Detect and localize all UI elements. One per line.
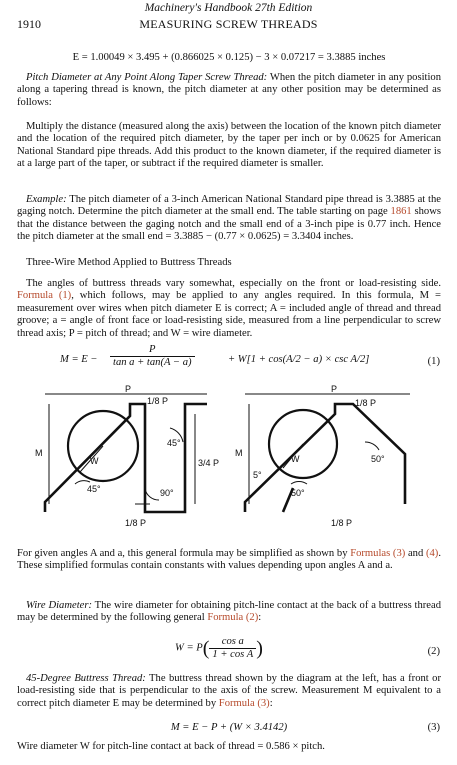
diag-l-eighth-p-bottom: 1/8 P — [125, 518, 147, 528]
diag-l-45-b: 45° — [87, 484, 101, 494]
formula-3-number: (3) — [427, 722, 440, 733]
diag-r-p: P — [331, 384, 338, 394]
formula-1 — [60, 344, 390, 380]
diag-r-w: W — [291, 454, 300, 464]
formula-1-rhs: + W[1 + cos(A/2 − a) × csc A/2] — [228, 354, 370, 365]
angles-text-a: The angles of buttress threads vary somewhat, especially on the front or load-resisting side. — [26, 278, 441, 289]
simplify-paragraph — [17, 548, 441, 573]
formula-3-link-a[interactable]: Formulas (3) — [350, 548, 406, 559]
angles-paragraph — [17, 278, 441, 340]
section-title: MEASURING SCREW THREADS — [139, 17, 318, 31]
example-body-b: shows that the distance between the gaging notch and the small end of a 3-inch pipe is 0.77 inch. Hence the pitch diameter at the small end = 3.3885 − (0.77 × 0.0625) = 3.3404 inches. — [17, 206, 442, 243]
wire-diameter-paragraph — [17, 600, 441, 625]
diag-r-50-a: 50° — [371, 454, 385, 464]
diag-l-90: 90° — [160, 488, 174, 498]
diag-r-5: 5° — [253, 470, 262, 480]
deg45-paragraph — [17, 673, 441, 710]
angles-text-b: , which follows, may be applied to any angles required. In this formula, M = measurement over wires when pitch diameter E is correct; A = included angle of thread and thread groove; a = angle of front face or load-resisting side, measured from a line perpendicular to screw thread axis; P = pitch of thread; and W = wire diameter. — [17, 290, 442, 339]
wire-diameter-heading: Wire Diameter: — [26, 600, 92, 611]
formula-3-link-b[interactable]: Formula (3) — [218, 697, 270, 709]
formula-2: W = P( $\frac{\text{cos a}}{\text{1 + cos A}}$ ) — [175, 636, 263, 661]
diag-r-eighth-p-top: 1/8 P — [355, 398, 377, 408]
deg45-heading: 45-Degree Buttress Thread: — [26, 673, 146, 684]
formula-3: M = E − P + (W × 3.4142) — [170, 722, 288, 733]
pitch-taper-paragraph — [17, 72, 441, 109]
formula-2-fraction — [209, 636, 256, 662]
example-heading: Example: — [26, 194, 67, 205]
page-number: 1910 — [17, 17, 41, 31]
pitch-taper-body: When the pitch diameter in any position along a tapering thread is known, the pitch diameter at any other position may be determined as follows: — [17, 72, 441, 108]
formula-1-link[interactable]: Formula (1) — [17, 290, 72, 302]
formula-2-number: (2) — [427, 646, 440, 657]
diagram-right — [245, 394, 410, 512]
diagram-right-labels — [235, 384, 385, 528]
formula-2-den: 1 + cos A — [212, 649, 254, 661]
multiply-paragraph: Multiply the distance (measured along the axis) between the location of the known pitch diameter and the location of the required pitch diameter, by the taper per inch or by 0.0625 for American National Standard pipe threads. Add this product to the known diameter, if the required diameter is at a large part of the taper, or subtract if the required diameter is smaller. — [17, 121, 441, 170]
formula-2-link[interactable]: Formula (2) — [207, 612, 259, 624]
page-link-1861[interactable]: 1861 — [390, 206, 412, 218]
diag-l-m: M — [35, 448, 43, 458]
simplify-b: and — [405, 548, 426, 559]
formula-4-link[interactable]: (4) — [425, 548, 439, 559]
deg45-body: The buttress thread shown by the diagram at the left, has a front or load-resisting side that is perpendicular to the axis of the screw. Measurement M equivalent to a correct pitch diameter E may be determined by — [17, 673, 441, 709]
wire-diameter-end: : — [258, 612, 262, 624]
simplify-a: For given angles A and a, this general formula may be simplified as shown by — [17, 548, 351, 559]
running-head: Machinery's Handbook 27th Edition — [144, 2, 313, 14]
formula-1-num: P — [110, 344, 195, 357]
diagram-left — [45, 394, 207, 512]
formula-2-lhs: W = P — [175, 642, 203, 654]
diag-r-eighth-p-bottom: 1/8 P — [331, 518, 353, 528]
last-line: Wire diameter W for pitch-line contact at back of thread = 0.586 × pitch. — [17, 741, 325, 752]
formula-2-num: cos a — [209, 636, 256, 649]
simplify-c: . These simplified formulas contain constants with values depending upon angles A and a. — [17, 548, 441, 572]
diag-l-p: P — [125, 384, 132, 394]
diag-l-eighth-p-top: 1/8 P — [147, 396, 169, 406]
wire-diameter-body: The wire diameter for obtaining pitch-line contact at the back of a buttress thread may be determined by the following general — [17, 600, 441, 624]
diag-l-threequarter-p: 3/4 P — [198, 458, 220, 468]
diag-r-m: M — [235, 448, 243, 458]
equation-top: E = 1.00049 × 3.495 + (0.866025 × 0.125) − 3 × 0.07217 = 3.3885 inches — [72, 52, 386, 63]
diag-l-w: W — [90, 456, 99, 466]
example-paragraph — [17, 194, 441, 244]
formula-1-lhs: M = E − — [60, 354, 98, 365]
diagram-left-labels — [35, 384, 219, 528]
buttress-thread-diagrams — [35, 384, 425, 534]
diag-l-45-a: 45° — [167, 438, 181, 448]
pitch-taper-heading: Pitch Diameter at Any Point Along Taper Screw Thread: — [26, 72, 268, 83]
example-body-a: The pitch diameter of a 3-inch American National Standard pipe thread is 3.3885 at the gaging notch. Determine the pitch diameter at the small end. The table starting on page — [17, 194, 441, 218]
formula-1-den: tan a + tan(A − a) — [113, 357, 192, 369]
deg45-end: : — [269, 697, 273, 709]
formula-1-number: (1) — [427, 356, 440, 367]
diag-r-50-b: 50° — [291, 488, 305, 498]
three-wire-heading: Three-Wire Method Applied to Buttress Threads — [26, 257, 232, 268]
formula-1-fraction — [110, 344, 195, 370]
